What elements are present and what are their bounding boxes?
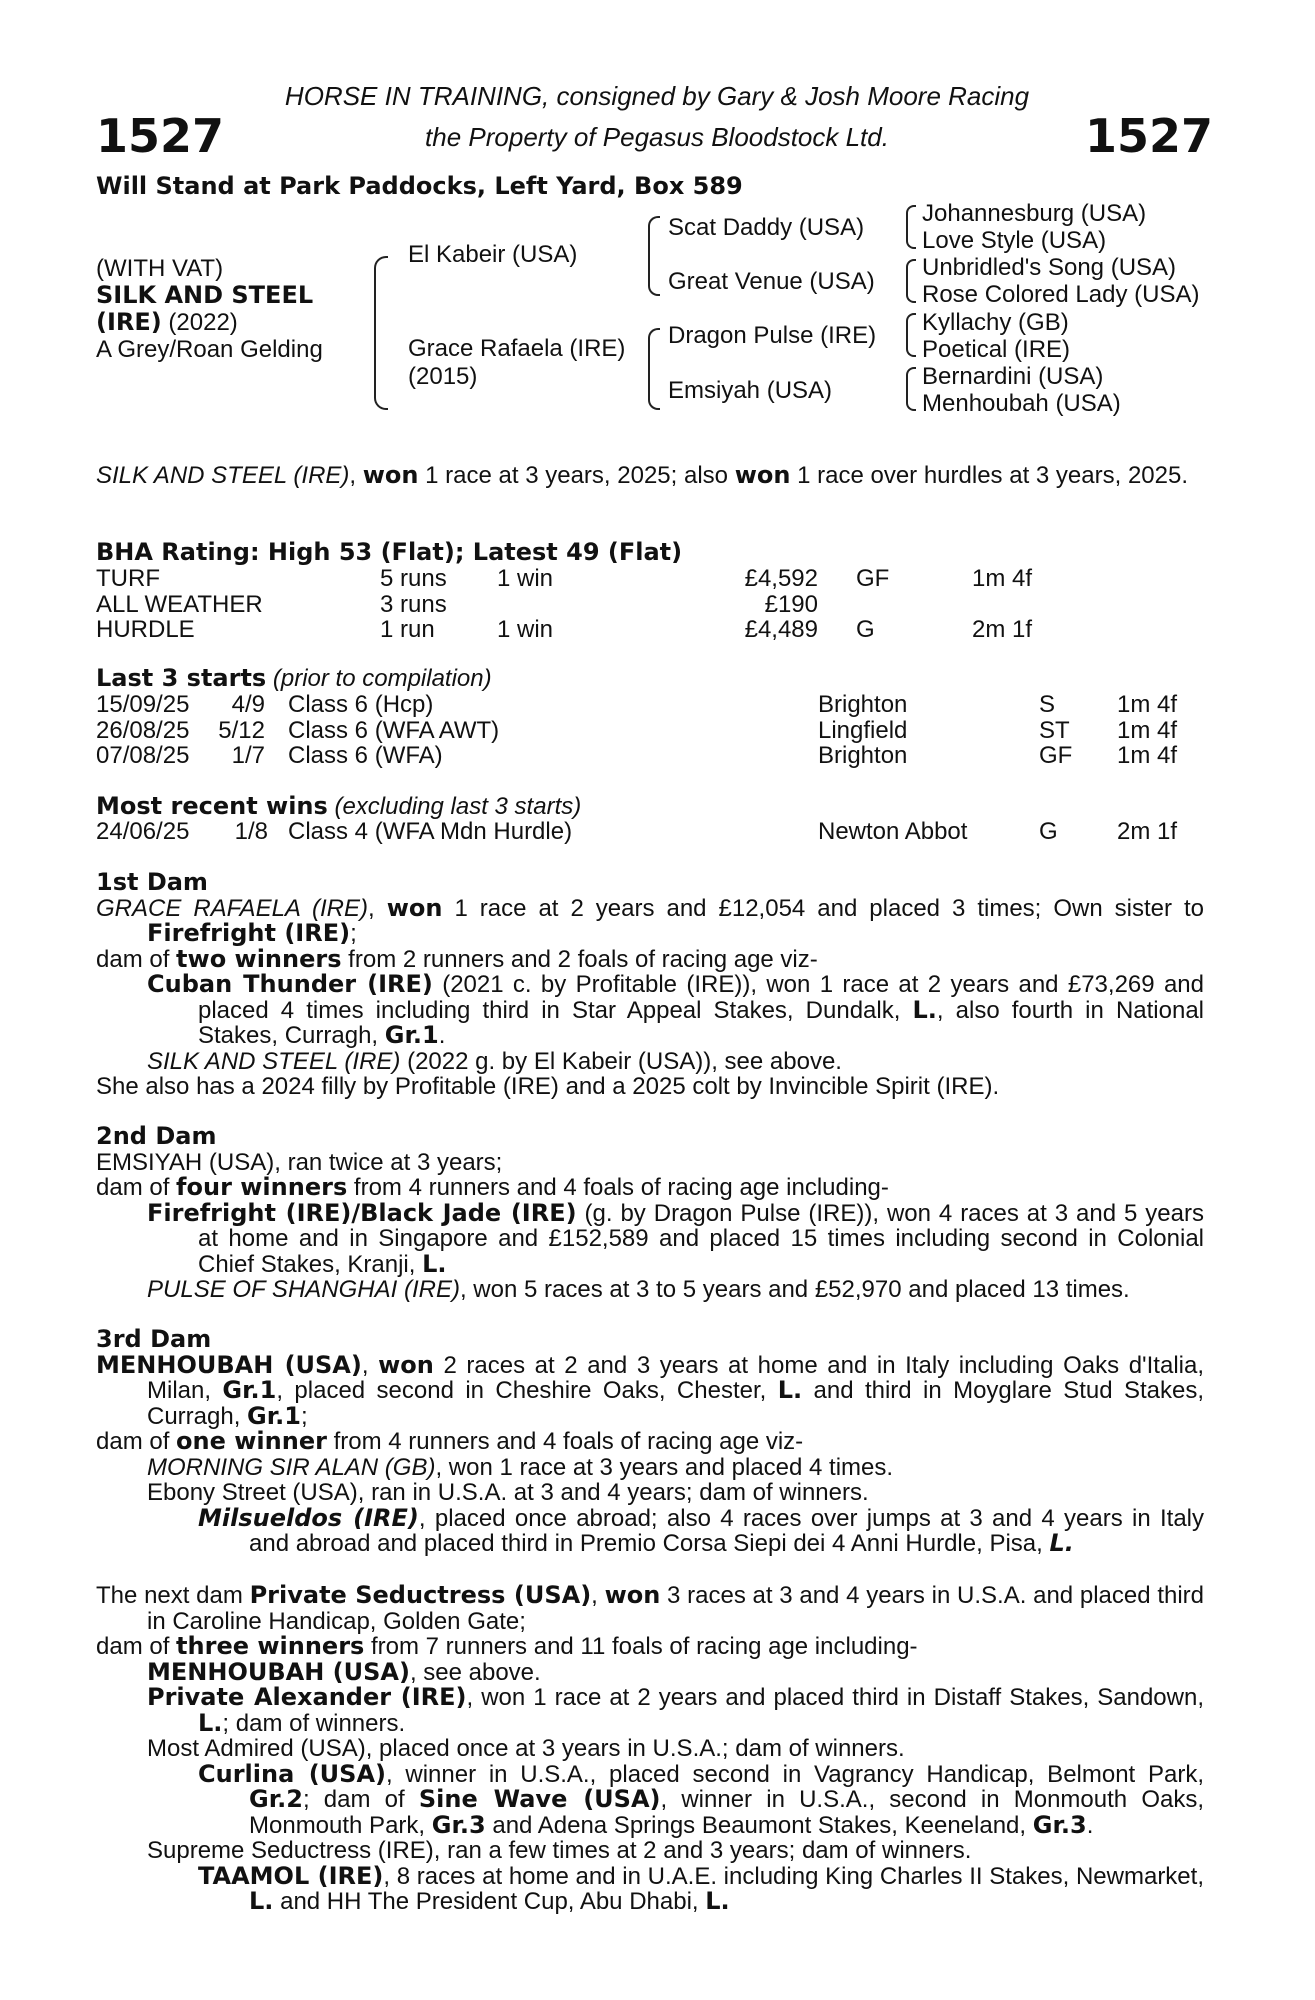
nd-p4-end: ; dam of winners.: [222, 1709, 406, 1737]
horse-country: (IRE): [96, 308, 162, 336]
recent-date-cell: 24/06/25: [96, 818, 190, 845]
nd-p8-b: and HH The President Cup, Abu Dhabi,: [273, 1888, 706, 1915]
ancestor-rose-colored-lady: Rose Colored Lady (USA): [922, 281, 1200, 308]
last3-dist-cell: 1m 4f: [1117, 742, 1178, 769]
pedigree-brace-7: [906, 367, 916, 411]
d2-p3-l: L.: [422, 1249, 447, 1278]
second-dam-para: EMSIYAH (USA), ran twice at 3 years;: [96, 1148, 503, 1176]
last3-going-cell: ST: [1039, 716, 1070, 744]
nd-p4-l: L.: [198, 1708, 223, 1737]
d1-sister: Firefright (IRE): [147, 919, 351, 947]
nd-p6-gr3a: Gr.3: [431, 1810, 486, 1839]
produce-private-alexander: [147, 1685, 1204, 1736]
d1-p3-text2: , also fourth in National Stakes, Curragh,: [198, 996, 1204, 1049]
rating-runs-cell: 5 runs: [380, 565, 447, 592]
d3-won: won: [378, 1350, 434, 1379]
pedigree-brace-2: [648, 216, 660, 296]
second-dam-section: [96, 1124, 1204, 1303]
last3-going-cell: GF: [1039, 742, 1073, 769]
recent-going-cell: G: [1039, 818, 1058, 845]
produce-supreme-seductress: Supreme Seductress (IRE), ran a few times at 2 and 3 years; dam of winners.: [147, 1837, 972, 1864]
last3-note: (prior to compilation): [266, 665, 492, 692]
nd-sep: ,: [591, 1582, 605, 1609]
nd-p6-gr2: Gr.2: [249, 1785, 303, 1813]
nd-p6-end: .: [1086, 1811, 1094, 1839]
first-dam-para: [96, 893, 1205, 947]
nd-p4-text: , won 1 race at 2 years and placed third in Distaff Stakes, Sandown,: [466, 1684, 1205, 1711]
last3-race-cell: Class 6 (WFA AWT): [288, 716, 500, 744]
d3-end: ;: [300, 1402, 308, 1430]
pedigree-brace-6: [906, 313, 916, 357]
d1-p4-name: SILK AND STEEL (IRE): [147, 1047, 401, 1075]
d2-p2b: four winners: [176, 1173, 348, 1201]
last3-race-cell: Class 6 (Hcp): [288, 691, 434, 718]
nd-p2c: from 7 runners and 11 foals of racing age including-: [364, 1633, 918, 1660]
recent-heading-line: [96, 794, 581, 820]
pedigree-brace-4: [906, 205, 916, 249]
d3-p5-text: , placed once abroad; also 4 races over jumps at 3 and 4 years in Italy and abroad and placed third in Premio Corsa Siepi dei 4 Anni Hurdle, Pisa,: [249, 1504, 1204, 1557]
nd-p8-l2: L.: [705, 1887, 730, 1915]
last3-date-cell: 07/08/25: [96, 742, 190, 769]
last3-race-cell: Class 6 (WFA): [288, 742, 443, 769]
taamol-name: TAAMOL (IRE): [198, 1861, 384, 1890]
produce-morning-sir-alan: [147, 1455, 1204, 1481]
third-dam-produce: [96, 1429, 1204, 1455]
produce-silk-and-steel: [147, 1049, 1204, 1075]
d3-p2b: one winner: [176, 1427, 327, 1455]
produce-cuban-thunder: [147, 972, 1204, 1049]
rating-prize-cell: £4,592: [744, 565, 818, 592]
summary-text-1: 1 race at 3 years, 2025; also: [418, 462, 735, 489]
property-line: the Property of Pegasus Bloodstock Ltd.: [425, 122, 889, 152]
produce-pulse-of-shanghai: [147, 1277, 1204, 1303]
produce-taamol: [198, 1861, 1204, 1915]
dam: Grace Rafaela (IRE): [408, 335, 626, 362]
stable-location: Will Stand at Park Paddocks, Left Yard, Box 589: [96, 172, 743, 200]
rating-runs-cell: 1 run: [380, 616, 435, 643]
consignor-line: HORSE IN TRAINING, consigned by Gary & Josh Moore Racing: [284, 81, 1030, 111]
d2-p4-name: PULSE OF SHANGHAI (IRE): [147, 1276, 460, 1303]
d1-p4-text: (2022 g. by El Kabeir (USA)), see above.: [400, 1047, 842, 1075]
nd-p3-text: , see above.: [409, 1658, 541, 1686]
rating-dist-cell: 1m 4f: [972, 565, 1033, 592]
summary-horse-name: SILK AND STEEL (IRE): [96, 462, 350, 489]
d1-sep: ,: [368, 894, 387, 922]
sire-dam: Great Venue (USA): [668, 268, 875, 295]
produce-curlina: [198, 1759, 1204, 1839]
ancestor-love-style: Love Style (USA): [922, 227, 1107, 254]
rating-prize-cell: £190: [764, 590, 818, 618]
d3-p2a: dam of: [96, 1428, 177, 1455]
rating-prize-cell: £4,489: [744, 616, 818, 643]
horse-name: SILK AND STEEL: [96, 281, 314, 309]
rating-dist-cell: 2m 1f: [972, 616, 1033, 643]
last3-pos-cell: 1/7: [231, 742, 265, 769]
last3-date-cell: 15/09/25: [96, 691, 190, 718]
d1-p3-end: .: [438, 1022, 446, 1049]
recent-note: (excluding last 3 starts): [327, 793, 582, 820]
sine-wave-name: Sine Wave (USA): [418, 1785, 661, 1813]
d3-p3-text: , won 1 race at 3 years and placed 4 times.: [435, 1453, 894, 1481]
vat-note: (WITH VAT): [96, 255, 224, 282]
menhoubah-name: MENHOUBAH (USA): [96, 1350, 362, 1379]
third-dam-para: [96, 1350, 1205, 1430]
recent-heading: Most recent wins: [96, 792, 328, 820]
nd-p6-d: and Adena Springs Beaumont Stakes, Keeneland,: [485, 1811, 1033, 1839]
nd-p3-name: MENHOUBAH (USA): [147, 1657, 410, 1686]
produce-most-admired: Most Admired (USA), placed once at 3 years in U.S.A.; dam of winners.: [147, 1735, 905, 1762]
rating-runs-cell: 3 runs: [380, 590, 447, 618]
d2-p4-text: , won 5 races at 3 to 5 years and £52,970 and placed 13 times.: [459, 1276, 1130, 1303]
pedigree-brace-5: [906, 259, 916, 303]
d3-b: , placed second in Cheshire Oaks, Chester,: [276, 1377, 778, 1404]
race-summary: [96, 463, 1204, 489]
pedigree-brace-3: [648, 328, 660, 410]
d1-p2b: two winners: [176, 944, 342, 973]
last3-heading-line: [96, 666, 492, 692]
rating-surface-cell: HURDLE: [96, 616, 195, 643]
third-dam-heading: 3rd Dam: [96, 1325, 212, 1353]
summary-won-2: won: [734, 461, 791, 489]
sire: El Kabeir (USA): [408, 241, 578, 268]
last3-pos-cell: 4/9: [231, 691, 265, 718]
produce-ebony-street: Ebony Street (USA), ran in U.S.A. at 3 and 4 years; dam of winners.: [147, 1479, 869, 1506]
nd-p2a: dam of: [96, 1633, 177, 1660]
d2-p3-text: (g. by Dragon Pulse (IRE)), won 4 races at 3 and 5 years at home and in Singapore and £152,589 and placed 15 times including second in Colonial Chief Stakes, Kranji,: [198, 1199, 1204, 1278]
d1-p3-text: (2021 c. by Profitable (IRE)), won 1 race at 2 years and £73,269 and placed 4 times including third in Star Appeal Stakes, Dundalk,: [198, 971, 1204, 1024]
last3-course-cell: Brighton: [818, 742, 908, 769]
ancestor-unbridleds-song: Unbridled's Song (USA): [922, 254, 1177, 281]
d1-end: ;: [350, 920, 357, 947]
last3-course-cell: Lingfield: [818, 716, 908, 744]
rating-wins-cell: 1 win: [497, 616, 554, 643]
d1-p3-gr: Gr.1: [384, 1021, 439, 1049]
summary-sep: ,: [349, 462, 363, 489]
d3-p3-name: MORNING SIR ALAN (GB): [147, 1453, 436, 1481]
summary-won-1: won: [362, 461, 419, 489]
ancestor-poetical: Poetical (IRE): [922, 336, 1071, 363]
cuban-thunder-name: Cuban Thunder (IRE): [147, 970, 433, 998]
d3-sep: ,: [361, 1351, 379, 1379]
last3-course-cell: Brighton: [818, 691, 908, 718]
d3-p5-l: L.: [1049, 1529, 1074, 1557]
nd-p2b: three winners: [176, 1632, 365, 1660]
first-dam-name: GRACE RAFAELA (IRE): [96, 894, 369, 922]
horse-description: A Grey/Roan Gelding: [96, 336, 323, 363]
next-dam-produce: [96, 1634, 1204, 1660]
d2-p2c: from 4 runners and 4 foals of racing age including-: [347, 1174, 889, 1201]
recent-pos-cell: 1/8: [234, 818, 268, 845]
d3-p2c: from 4 runners and 4 foals of racing age viz-: [326, 1428, 804, 1455]
second-dam-produce: [96, 1175, 1204, 1201]
lot-number-right: 1527: [1085, 109, 1214, 163]
curlina-name: Curlina (USA): [198, 1759, 386, 1788]
ancestor-johannesburg: Johannesburg (USA): [922, 200, 1147, 227]
produce-menhoubah: [147, 1657, 1204, 1686]
rating-wins-cell: 1 win: [497, 565, 554, 592]
last3-going-cell: S: [1039, 691, 1056, 718]
produce-milsueldos: [198, 1503, 1204, 1557]
next-dam-section: [96, 1583, 1204, 1915]
sire-sire: Scat Daddy (USA): [668, 214, 865, 241]
nd-p6-a: , winner in U.S.A., placed second in Vagrancy Handicap, Belmont Park,: [385, 1760, 1204, 1788]
nd-text: 3 races at 3 and 4 years in U.S.A. and placed third in Caroline Handicap, Golden Gate;: [147, 1582, 1205, 1635]
d3-c: and third in Moyglare Stud Stakes, Curragh,: [147, 1377, 1204, 1430]
dam-dam: Emsiyah (USA): [668, 377, 833, 404]
d1-text: 1 race at 2 years and £12,054 and placed 3 times; Own sister to: [442, 894, 1205, 922]
rating-going-cell: GF: [856, 565, 890, 592]
horse-year: (2022): [161, 309, 238, 336]
ancestor-menhoubah: Menhoubah (USA): [922, 390, 1121, 417]
ancestor-kyllachy: Kyllachy (GB): [922, 309, 1069, 336]
horse-suffix-year: [96, 309, 238, 336]
d3-l: L.: [777, 1376, 803, 1404]
d2-p2a: dam of: [96, 1174, 177, 1201]
rating-heading: BHA Rating: High 53 (Flat); Latest 49 (Flat): [96, 538, 683, 566]
last3-dist-cell: 1m 4f: [1117, 691, 1178, 718]
nd-a: The next dam: [96, 1582, 250, 1609]
recent-race-cell: Class 4 (WFA Mdn Hurdle): [288, 818, 573, 845]
recent-dist-cell: 2m 1f: [1117, 818, 1178, 845]
pedigree-brace-1: [374, 256, 388, 410]
d3-a: 2 races at 2 and 3 years at home and in Italy including Oaks d'Italia, Milan,: [147, 1351, 1205, 1404]
nd-won: won: [604, 1581, 661, 1609]
nd-p4-name: Private Alexander (IRE): [147, 1683, 467, 1711]
private-seductress-name: Private Seductress (USA): [249, 1581, 592, 1609]
nd-p8-l1: L.: [249, 1887, 274, 1915]
d1-p2a: dam of: [96, 945, 177, 973]
rating-going-cell: G: [856, 616, 875, 643]
dam-year: (2015): [408, 363, 478, 390]
first-dam-produce: [96, 944, 1204, 973]
produce-firefright: [147, 1198, 1204, 1278]
d1-p3-l: L.: [912, 995, 937, 1024]
first-dam-foals-note: She also has a 2024 filly by Profitable (IRE) and a 2025 colt by Invincible Spirit (IRE).: [96, 1073, 1000, 1100]
first-dam-heading: 1st Dam: [96, 868, 208, 896]
nd-p6-b: ; dam of: [302, 1786, 419, 1813]
next-dam-para: [96, 1583, 1204, 1634]
nd-p8-a: , 8 races at home and in U.A.E. including King Charles II Stakes, Newmarket,: [383, 1862, 1204, 1890]
first-dam-section: [96, 870, 1204, 1100]
ancestor-bernardini: Bernardini (USA): [922, 363, 1104, 390]
last3-date-cell: 26/08/25: [96, 716, 190, 744]
second-dam-heading: 2nd Dam: [96, 1122, 217, 1150]
dam-sire: Dragon Pulse (IRE): [668, 322, 877, 349]
recent-course-cell: Newton Abbot: [818, 818, 968, 845]
nd-p6-c: , winner in U.S.A., second in Monmouth Oaks, Monmouth Park,: [249, 1786, 1204, 1839]
nd-p6-gr3b: Gr.3: [1032, 1810, 1087, 1839]
lot-number-left: 1527: [96, 109, 225, 163]
firefright-name: Firefright (IRE)/Black Jade (IRE): [147, 1198, 577, 1227]
rating-surface-cell: ALL WEATHER: [96, 590, 263, 618]
third-dam-section: [96, 1327, 1204, 1557]
milsueldos-name: Milsueldos (IRE): [198, 1503, 419, 1532]
rating-surface-cell: TURF: [96, 565, 160, 592]
last3-heading: Last 3 starts: [96, 664, 267, 692]
d1-p2c: from 2 runners and 2 foals of racing age viz-: [341, 945, 818, 973]
last3-pos-cell: 5/12: [218, 716, 265, 744]
d3-gr2: Gr.1: [247, 1401, 301, 1430]
summary-text-2: 1 race over hurdles at 3 years, 2025.: [790, 462, 1188, 489]
d1-won: won: [386, 893, 443, 922]
d3-gr1: Gr.1: [222, 1376, 277, 1404]
last3-dist-cell: 1m 4f: [1117, 716, 1178, 744]
